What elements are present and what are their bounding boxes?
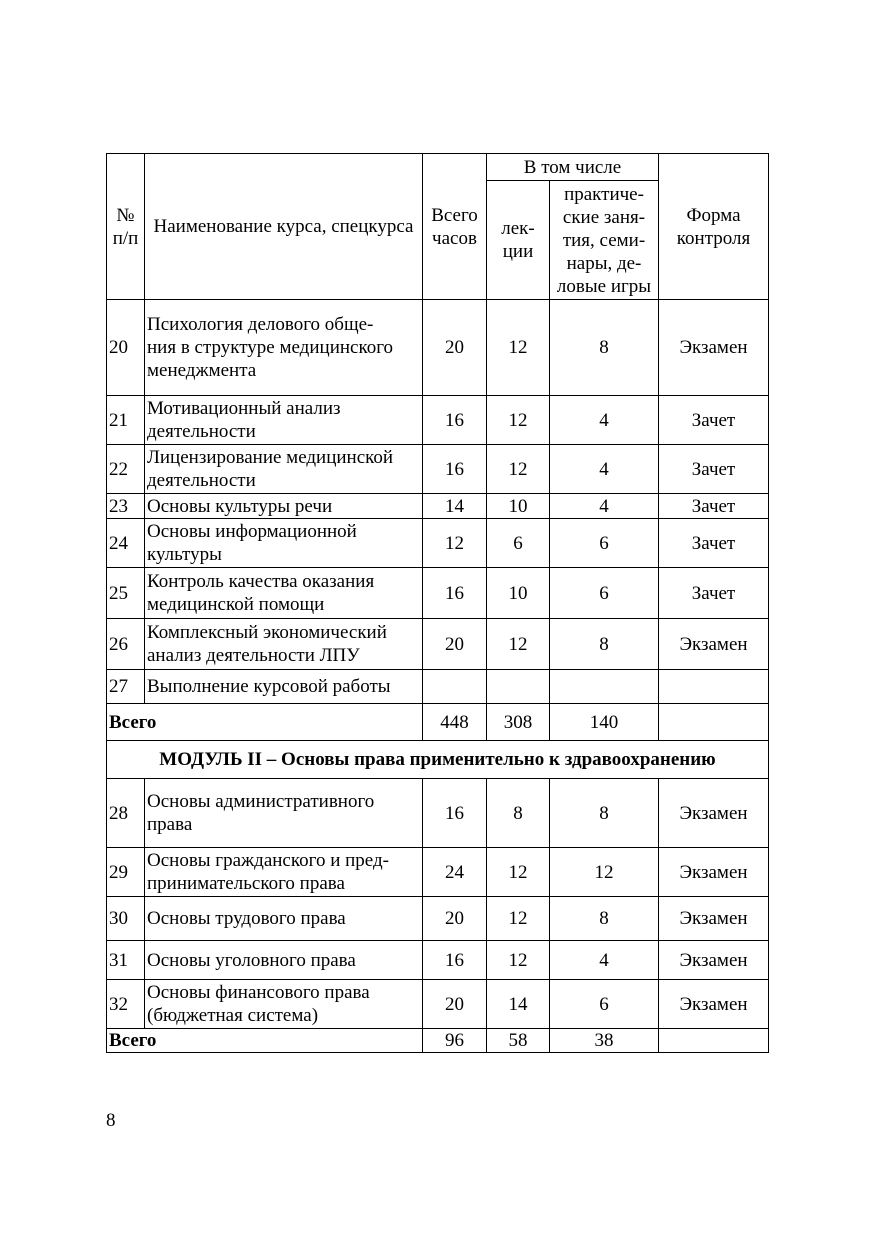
row-course-name: Выполнение курсовой работы	[145, 670, 423, 704]
table-row	[107, 519, 769, 568]
table-row	[107, 897, 769, 941]
row-control: Зачет	[659, 494, 769, 519]
header-total-hours: Всего часов	[423, 154, 487, 300]
module-title: МОДУЛЬ II – Основы права применительно к здравоохранению	[107, 741, 769, 779]
row-total: 20	[423, 300, 487, 396]
row-control: Экзамен	[659, 848, 769, 897]
row-course-name: Основы трудового права	[145, 897, 423, 941]
total-control	[659, 704, 769, 741]
header-lectures: лек- ции	[487, 181, 550, 300]
row-practice: 4	[550, 445, 659, 494]
row-total: 24	[423, 848, 487, 897]
row-total: 12	[423, 519, 487, 568]
row-lectures: 6	[487, 519, 550, 568]
module-title-row	[107, 741, 769, 779]
row-lectures: 12	[487, 396, 550, 445]
table-row	[107, 670, 769, 704]
row-practice: 6	[550, 568, 659, 619]
row-lectures: 12	[487, 941, 550, 980]
total-lectures: 58	[487, 1029, 550, 1053]
row-course-name: Основы административного права	[145, 779, 423, 848]
row-course-name: Основы гражданского и пред- принимательского права	[145, 848, 423, 897]
row-num: 27	[107, 670, 145, 704]
row-course-name: Основы финансового права (бюджетная система)	[145, 980, 423, 1029]
row-lectures: 12	[487, 300, 550, 396]
row-control: Экзамен	[659, 980, 769, 1029]
row-num: 31	[107, 941, 145, 980]
header-including: В том числе	[487, 154, 659, 181]
table-row	[107, 779, 769, 848]
total-label: Всего	[107, 704, 423, 741]
table-row	[107, 396, 769, 445]
row-total: 20	[423, 980, 487, 1029]
total-hours: 96	[423, 1029, 487, 1053]
row-lectures: 12	[487, 897, 550, 941]
row-control	[659, 670, 769, 704]
total-row	[107, 1029, 769, 1053]
row-practice: 8	[550, 779, 659, 848]
row-lectures: 8	[487, 779, 550, 848]
row-total: 16	[423, 568, 487, 619]
row-total: 20	[423, 619, 487, 670]
table-row	[107, 848, 769, 897]
row-num: 24	[107, 519, 145, 568]
row-total: 16	[423, 396, 487, 445]
row-practice	[550, 670, 659, 704]
curriculum-table	[106, 153, 769, 1053]
row-practice: 8	[550, 897, 659, 941]
row-control: Экзамен	[659, 300, 769, 396]
row-control: Экзамен	[659, 897, 769, 941]
row-lectures: 12	[487, 619, 550, 670]
row-num: 29	[107, 848, 145, 897]
row-control: Экзамен	[659, 779, 769, 848]
table-row	[107, 300, 769, 396]
row-total: 16	[423, 445, 487, 494]
row-course-name: Основы культуры речи	[145, 494, 423, 519]
row-practice: 4	[550, 396, 659, 445]
table-row	[107, 619, 769, 670]
total-practice: 38	[550, 1029, 659, 1053]
row-practice: 6	[550, 980, 659, 1029]
row-course-name: Комплексный экономический анализ деятельности ЛПУ	[145, 619, 423, 670]
row-practice: 12	[550, 848, 659, 897]
row-practice: 4	[550, 494, 659, 519]
total-label: Всего	[107, 1029, 423, 1053]
row-practice: 8	[550, 300, 659, 396]
row-total: 20	[423, 897, 487, 941]
row-lectures: 10	[487, 494, 550, 519]
row-control: Экзамен	[659, 619, 769, 670]
row-lectures	[487, 670, 550, 704]
row-course-name: Мотивационный анализ деятельности	[145, 396, 423, 445]
table-row	[107, 494, 769, 519]
total-row	[107, 704, 769, 741]
total-hours: 448	[423, 704, 487, 741]
row-num: 25	[107, 568, 145, 619]
page-number: 8	[106, 1110, 116, 1131]
row-control: Зачет	[659, 519, 769, 568]
table-row	[107, 568, 769, 619]
table-row	[107, 445, 769, 494]
row-practice: 6	[550, 519, 659, 568]
total-lectures: 308	[487, 704, 550, 741]
row-total: 16	[423, 941, 487, 980]
row-course-name: Психология делового обще- ния в структуре медицинского менеджмента	[145, 300, 423, 396]
row-num: 26	[107, 619, 145, 670]
row-lectures: 12	[487, 445, 550, 494]
row-num: 28	[107, 779, 145, 848]
row-num: 20	[107, 300, 145, 396]
row-course-name: Основы уголовного права	[145, 941, 423, 980]
row-practice: 8	[550, 619, 659, 670]
total-practice: 140	[550, 704, 659, 741]
table-row	[107, 941, 769, 980]
row-course-name: Контроль качества оказания медицинской помощи	[145, 568, 423, 619]
row-total	[423, 670, 487, 704]
header-practice: практиче- ские заня- тия, семи- нары, де- ловые игры	[550, 181, 659, 300]
row-course-name: Лицензирование медицинской деятельности	[145, 445, 423, 494]
row-lectures: 10	[487, 568, 550, 619]
header-control-form: Форма контроля	[659, 154, 769, 300]
total-control	[659, 1029, 769, 1053]
row-control: Зачет	[659, 568, 769, 619]
row-num: 22	[107, 445, 145, 494]
row-control: Экзамен	[659, 941, 769, 980]
row-lectures: 14	[487, 980, 550, 1029]
header-num: № п/п	[107, 154, 145, 300]
row-practice: 4	[550, 941, 659, 980]
row-control: Зачет	[659, 445, 769, 494]
row-num: 23	[107, 494, 145, 519]
row-course-name: Основы информационной культуры	[145, 519, 423, 568]
row-total: 16	[423, 779, 487, 848]
row-num: 21	[107, 396, 145, 445]
row-num: 30	[107, 897, 145, 941]
row-total: 14	[423, 494, 487, 519]
table-row	[107, 980, 769, 1029]
row-control: Зачет	[659, 396, 769, 445]
header-course-name: Наименование курса, спецкурса	[145, 154, 423, 300]
row-num: 32	[107, 980, 145, 1029]
row-lectures: 12	[487, 848, 550, 897]
